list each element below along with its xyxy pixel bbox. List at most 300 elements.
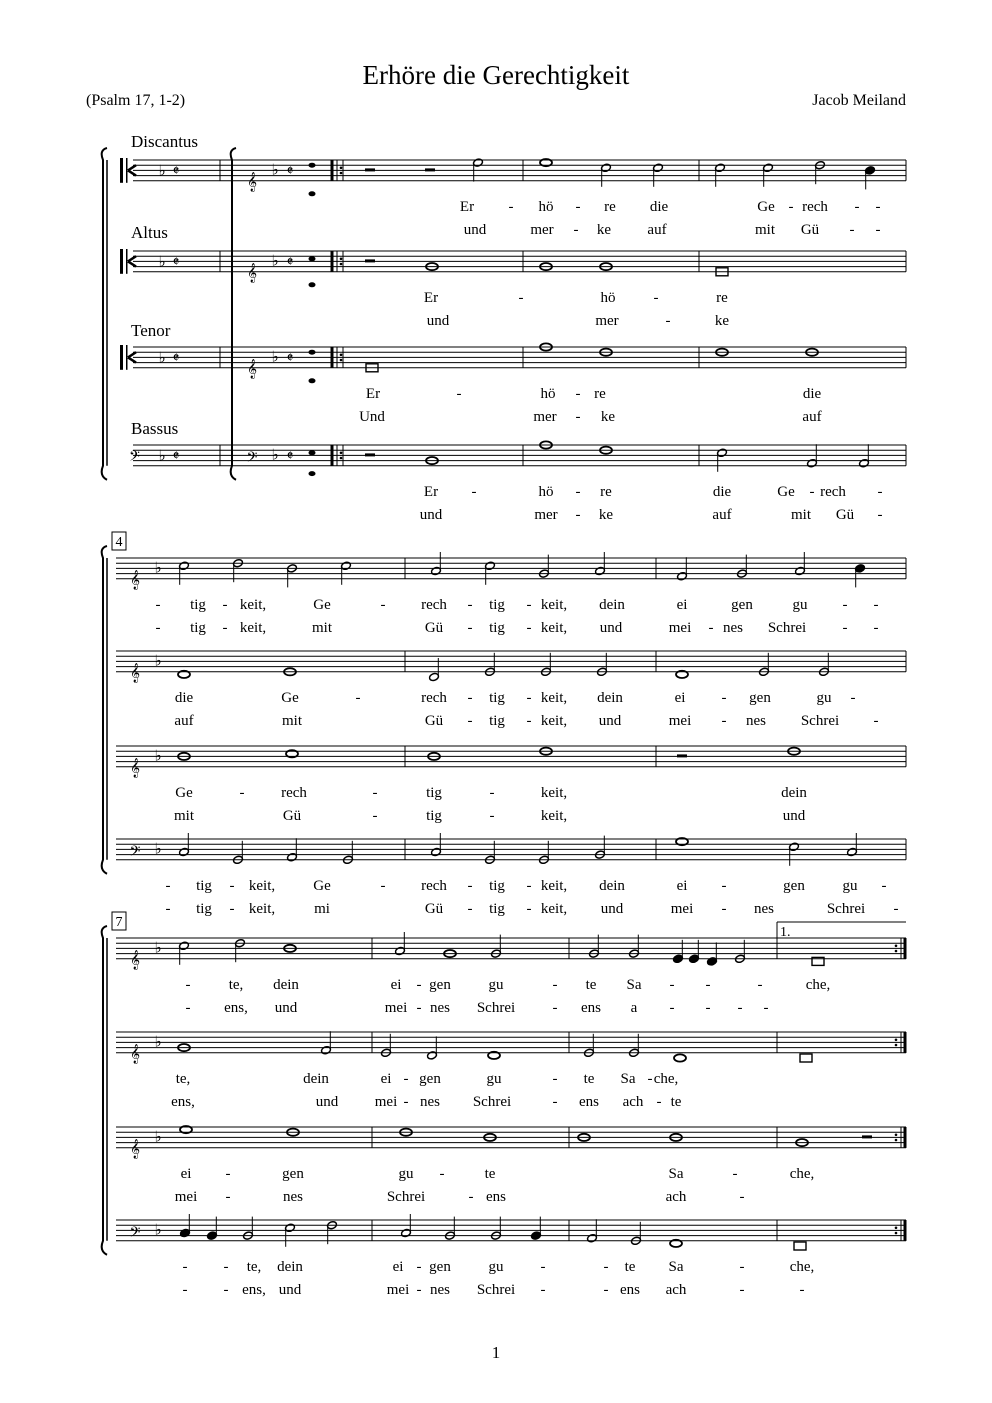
range-note: [309, 163, 316, 168]
lyric-syllable: Sa: [620, 1070, 636, 1087]
system-bracket: [102, 148, 107, 480]
note: [427, 1036, 438, 1060]
lyric-syllable: -: [526, 712, 532, 729]
note: [179, 941, 190, 965]
clefs-system-3: [112, 912, 162, 1244]
lyric-syllable: und: [426, 312, 450, 329]
lyric-syllable: te: [484, 1165, 496, 1182]
treble-clef-icon: 𝄞: [129, 1043, 141, 1063]
lyric-syllable: -: [721, 712, 727, 729]
lyric-syllable: che,: [789, 1258, 815, 1275]
lyrics-layer: [156, 199, 899, 1298]
lyric-syllable: -: [456, 385, 462, 402]
flat-icon: ♭: [154, 1034, 162, 1051]
lyric-syllable: -: [721, 689, 727, 706]
lyric-syllable: ke: [600, 408, 616, 425]
lyric-syllable: Gü: [835, 506, 855, 523]
repeat-dot: [895, 1044, 898, 1047]
cut-time-icon: 𝄵: [286, 163, 294, 180]
range-note: [309, 191, 316, 196]
lyric-syllable: tig: [190, 619, 206, 636]
lyric-syllable: te: [585, 976, 597, 993]
lyric-syllable: Schrei: [800, 712, 840, 729]
lyric-syllable: auf: [647, 221, 667, 238]
lyric-syllable: -: [185, 999, 191, 1016]
lyric-syllable: mit: [173, 807, 195, 824]
lyric-syllable: -: [222, 596, 228, 613]
lyric-syllable: mei: [668, 619, 692, 636]
staff-discantus: [116, 938, 906, 959]
note: [180, 1214, 191, 1238]
lyric-syllable: und: [274, 999, 298, 1016]
note: [717, 448, 728, 472]
lyric-syllable: -: [526, 900, 532, 917]
lyric-syllable: nes: [746, 712, 766, 729]
lyric-syllable: -: [842, 619, 848, 636]
repeat-dot: [340, 172, 343, 175]
lyric-syllable: -: [155, 596, 161, 613]
lyric-syllable: -: [225, 1188, 231, 1205]
note: [341, 561, 352, 585]
lyric-syllable: nes: [723, 619, 743, 636]
measure-number-text: 4: [115, 535, 123, 550]
lyric-syllable: gen: [429, 1258, 451, 1275]
incipit: [120, 132, 342, 480]
lyric-syllable: tig: [426, 807, 442, 824]
lyric-syllable: mer: [595, 312, 619, 329]
lyric-syllable: ens: [486, 1188, 506, 1205]
lyric-syllable: und: [315, 1093, 339, 1110]
lyric-syllable: dein: [277, 1258, 303, 1275]
lyric-syllable: Schrei: [476, 1281, 516, 1298]
flat-icon: ♭: [271, 349, 279, 366]
lyric-syllable: mit: [790, 506, 812, 523]
lyric-syllable: rech: [421, 596, 447, 613]
note: [795, 552, 806, 576]
lyric-syllable: -: [739, 1188, 745, 1205]
lyric-syllable: -: [705, 999, 711, 1016]
lyric-syllable: -: [439, 1165, 445, 1182]
c-clef-icon: [120, 158, 123, 183]
lyric-syllable: te,: [228, 976, 244, 993]
lyric-syllable: auf: [712, 506, 732, 523]
lyric-syllable: mei: [668, 712, 692, 729]
lyric-syllable: ei: [180, 1165, 192, 1182]
lyric-syllable: Gü: [424, 900, 444, 917]
note: [601, 163, 612, 187]
lyric-syllable: -: [165, 877, 171, 894]
lyric-syllable: rech: [820, 483, 846, 500]
note: [763, 163, 774, 187]
lyric-syllable: hö: [538, 483, 554, 500]
lyric-syllable: ei: [674, 689, 686, 706]
lyric-syllable: -: [799, 1281, 805, 1298]
subtitle: (Psalm 17, 1-2): [86, 92, 186, 109]
lyric-syllable: te: [670, 1093, 682, 1110]
rest-icon: [677, 754, 687, 757]
lyric-syllable: gu: [842, 877, 858, 894]
range-note: [309, 282, 316, 287]
cut-time-icon: 𝄵: [286, 350, 294, 367]
lyric-syllable: ke: [598, 506, 614, 523]
lyric-syllable: -: [526, 596, 532, 613]
rest-icon: [365, 453, 375, 456]
volta-label: 1.: [780, 925, 791, 940]
lyric-syllable: gen: [419, 1070, 441, 1087]
lyric-syllable: Schrei: [767, 619, 807, 636]
lyric-syllable: che,: [653, 1070, 679, 1087]
lyric-syllable: gen: [783, 877, 805, 894]
note: [800, 1054, 812, 1062]
cut-time-icon: 𝄵: [286, 448, 294, 465]
staff-tenor: [116, 1127, 906, 1148]
flat-icon: ♭: [154, 560, 162, 577]
lyric-syllable: hö: [538, 198, 554, 215]
lyric-syllable: -: [416, 976, 422, 993]
note: [595, 552, 606, 576]
staff-bassus: [116, 1220, 906, 1241]
lyric-syllable: -: [467, 877, 473, 894]
breve-note: [800, 1054, 812, 1062]
lyric-syllable: ach: [665, 1281, 687, 1298]
treble-clef-icon: 𝄞: [129, 949, 141, 969]
range-note: [309, 350, 316, 355]
system-3: [102, 926, 906, 1255]
lyric-syllable: -: [656, 1093, 662, 1110]
lyric-syllable: re: [604, 198, 616, 215]
lyric-syllable: keit,: [540, 877, 568, 894]
flat-icon: ♭: [271, 162, 279, 179]
lyric-syllable: -: [739, 1281, 745, 1298]
lyric-syllable: -: [222, 619, 228, 636]
lyric-syllable: -: [881, 877, 887, 894]
lyric-syllable: -: [526, 689, 532, 706]
lyrics-altus: [424, 290, 730, 329]
lyric-syllable: -: [403, 1093, 409, 1110]
note: [794, 1242, 806, 1250]
note: [587, 1219, 598, 1243]
cut-time-icon: 𝄵: [172, 254, 180, 271]
cut-time-icon: 𝄵: [286, 254, 294, 271]
lyric-syllable: tig: [190, 596, 206, 613]
lyric-syllable: -: [467, 689, 473, 706]
lyric-syllable: dein: [273, 976, 299, 993]
lyric-syllable: ens,: [171, 1093, 195, 1110]
repeat-dot: [340, 258, 343, 261]
lyric-syllable: auf: [802, 408, 822, 425]
measure-number: [112, 912, 126, 930]
lyric-syllable: -: [873, 619, 879, 636]
note: [707, 942, 718, 966]
lyric-syllable: -: [875, 221, 881, 238]
lyric-syllable: keit,: [239, 619, 267, 636]
lyric-syllable: mei: [174, 1188, 198, 1205]
lyric-syllable: -: [416, 999, 422, 1016]
composer-name: Jacob Meiland: [812, 92, 906, 109]
lyric-syllable: tig: [196, 877, 212, 894]
measure-number: [112, 532, 126, 550]
lyric-syllable: te,: [175, 1070, 191, 1087]
note: [653, 163, 664, 187]
repeat-dot: [895, 1139, 898, 1142]
range-note: [309, 378, 316, 383]
c-clef-icon: [120, 249, 123, 274]
lyric-syllable: ei: [676, 877, 688, 894]
lyric-syllable: -: [739, 1258, 745, 1275]
note: [321, 1031, 332, 1055]
lyric-syllable: Ge: [777, 483, 795, 500]
lyric-syllable: ei: [676, 596, 688, 613]
voice-label-tenor: Tenor: [131, 321, 171, 340]
lyric-syllable: -: [552, 999, 558, 1016]
repeat-dot: [895, 945, 898, 948]
lyric-syllable: te: [583, 1070, 595, 1087]
repeat-dot: [340, 354, 343, 357]
flat-icon: ♭: [158, 448, 166, 465]
lyric-syllable: Er: [365, 385, 381, 402]
voice-label-discantus: Discantus: [131, 132, 199, 151]
lyric-syllable: -: [873, 596, 879, 613]
lyric-syllable: tig: [489, 712, 505, 729]
repeat-dot: [895, 950, 898, 953]
lyric-syllable: -: [489, 784, 495, 801]
f-clef-icon: 𝄢: [129, 448, 140, 468]
lyric-syllable: Sa: [626, 976, 642, 993]
flat-icon: ♭: [154, 940, 162, 957]
c-clef-icon: [126, 345, 128, 370]
lyric-syllable: die: [712, 483, 732, 500]
lyric-syllable: tig: [489, 900, 505, 917]
flat-icon: ♭: [154, 748, 162, 765]
treble-clef-icon: 𝄞: [246, 171, 258, 191]
note: [807, 444, 818, 468]
lyric-syllable: -: [575, 483, 581, 500]
lyric-syllable: che,: [789, 1165, 815, 1182]
note: [287, 564, 298, 588]
lyric-syllable: gen: [749, 689, 771, 706]
note: [855, 564, 866, 588]
lyric-syllable: -: [416, 1258, 422, 1275]
lyrics-altus: [171, 1071, 682, 1110]
lyric-syllable: keit,: [540, 689, 568, 706]
c-clef-icon: [126, 249, 128, 274]
lyric-syllable: gu: [792, 596, 808, 613]
rest-icon: [862, 1135, 872, 1138]
lyric-syllable: Schrei: [386, 1188, 426, 1205]
bass-clef-icon: 𝄢: [129, 843, 141, 863]
c-clef-icon: [126, 158, 128, 183]
repeat-dot: [340, 452, 343, 455]
lyric-syllable: tig: [426, 784, 442, 801]
lyric-syllable: -: [372, 807, 378, 824]
lyric-syllable: -: [471, 483, 477, 500]
lyric-syllable: und: [599, 619, 623, 636]
staff-tenor: [116, 746, 906, 767]
lyric-syllable: rech: [421, 877, 447, 894]
note: [431, 552, 442, 576]
treble-clef-icon: 𝄞: [246, 358, 258, 378]
whole-note: [674, 1054, 686, 1061]
lyric-syllable: nes: [754, 900, 774, 917]
lyric-syllable: gu: [398, 1165, 414, 1182]
lyric-syllable: nes: [430, 1281, 450, 1298]
range-note: [309, 471, 316, 476]
staff-altus: [116, 1032, 906, 1053]
lyric-syllable: hö: [600, 289, 616, 306]
lyric-syllable: rech: [281, 784, 307, 801]
lyric-syllable: -: [705, 976, 711, 993]
lyric-syllable: -: [467, 619, 473, 636]
lyric-syllable: -: [849, 221, 855, 238]
lyric-syllable: -: [669, 976, 675, 993]
lyrics-tenor: [174, 785, 807, 824]
lyric-syllable: -: [809, 483, 815, 500]
lyric-syllable: -: [721, 877, 727, 894]
repeat-dot: [895, 1039, 898, 1042]
lyric-syllable: -: [603, 1281, 609, 1298]
bass-clef-icon: 𝄢: [246, 449, 258, 469]
lyric-syllable: nes: [283, 1188, 303, 1205]
lyric-syllable: gu: [486, 1070, 502, 1087]
lyric-syllable: -: [763, 999, 769, 1016]
flat-icon: ♭: [158, 163, 166, 180]
lyric-syllable: nes: [430, 999, 450, 1016]
lyric-syllable: a: [630, 999, 638, 1016]
lyric-syllable: gu: [816, 689, 832, 706]
flat-icon: ♭: [158, 254, 166, 271]
lyric-syllable: Schrei: [826, 900, 866, 917]
lyric-syllable: keit,: [540, 712, 568, 729]
lyric-syllable: -: [518, 289, 524, 306]
lyric-syllable: mit: [311, 619, 333, 636]
lyric-syllable: gen: [429, 976, 451, 993]
lyric-syllable: -: [893, 900, 899, 917]
lyric-syllable: keit,: [540, 596, 568, 613]
lyric-syllable: ens: [620, 1281, 640, 1298]
lyric-syllable: keit,: [540, 900, 568, 917]
flat-icon: ♭: [154, 841, 162, 858]
lyrics-tenor: [175, 1166, 815, 1205]
lyric-syllable: -: [669, 999, 675, 1016]
lyric-syllable: -: [575, 198, 581, 215]
lyric-syllable: und: [278, 1281, 302, 1298]
lyric-syllable: -: [575, 408, 581, 425]
lyric-syllable: keit,: [239, 596, 267, 613]
treble-clef-icon: 𝄞: [246, 262, 258, 282]
lyric-syllable: ei: [390, 976, 402, 993]
lyrics-tenor: [359, 386, 822, 425]
lyric-syllable: -: [229, 877, 235, 894]
lyric-syllable: rech: [802, 198, 828, 215]
treble-clef-icon: 𝄞: [129, 569, 141, 589]
lyric-syllable: mei: [384, 999, 408, 1016]
lyric-syllable: Gü: [800, 221, 820, 238]
lyric-syllable: keit,: [248, 900, 276, 917]
lyric-syllable: -: [552, 976, 558, 993]
lyric-syllable: -: [877, 506, 883, 523]
lyric-syllable: und: [600, 900, 624, 917]
lyric-syllable: -: [225, 1165, 231, 1182]
lyric-syllable: nes: [420, 1093, 440, 1110]
lyric-syllable: ens: [579, 1093, 599, 1110]
lyric-syllable: -: [185, 976, 191, 993]
lyric-syllable: -: [721, 900, 727, 917]
lyrics-bassus: [166, 878, 899, 917]
lyric-syllable: ei: [392, 1258, 404, 1275]
lyric-syllable: -: [380, 596, 386, 613]
note: [789, 842, 800, 866]
system-1: [102, 148, 906, 480]
range-note: [309, 256, 316, 261]
measure-number-text: 7: [115, 915, 123, 930]
system-2: [102, 546, 906, 874]
repeat-dot: [895, 1232, 898, 1235]
lyric-syllable: -: [552, 1070, 558, 1087]
lyric-syllable: te: [624, 1258, 636, 1275]
lyric-syllable: Er: [423, 483, 439, 500]
lyric-syllable: dein: [303, 1070, 329, 1087]
lyric-syllable: ach: [665, 1188, 687, 1205]
lyric-syllable: -: [788, 198, 794, 215]
page-title: Erhöre die Gerechtigkeit: [362, 60, 630, 90]
lyric-syllable: dein: [781, 784, 807, 801]
rest-icon: [365, 168, 375, 171]
lyric-syllable: -: [603, 1258, 609, 1275]
lyric-syllable: tig: [489, 596, 505, 613]
lyric-syllable: Und: [359, 408, 385, 425]
lyric-syllable: -: [540, 1258, 546, 1275]
lyric-syllable: tig: [489, 619, 505, 636]
note: [859, 444, 870, 468]
lyric-syllable: Schrei: [476, 999, 516, 1016]
lyric-syllable: -: [380, 877, 386, 894]
lyric-syllable: -: [875, 198, 881, 215]
note: [473, 158, 484, 182]
lyric-syllable: ke: [714, 312, 730, 329]
note: [847, 833, 858, 857]
lyric-syllable: Gü: [424, 619, 444, 636]
lyric-syllable: che,: [805, 976, 831, 993]
voice-label-bassus: Bassus: [131, 419, 179, 438]
lyric-syllable: -: [355, 689, 361, 706]
lyric-syllable: Ge: [281, 689, 299, 706]
lyric-syllable: auf: [174, 712, 194, 729]
lyric-syllable: re: [594, 385, 606, 402]
lyric-syllable: -: [877, 483, 883, 500]
lyric-syllable: -: [165, 900, 171, 917]
rest-icon: [425, 168, 435, 171]
note: [285, 1223, 296, 1247]
flat-icon: ♭: [154, 1129, 162, 1146]
lyric-syllable: keit,: [540, 619, 568, 636]
lyric-syllable: -: [182, 1281, 188, 1298]
lyric-syllable: -: [647, 1070, 653, 1087]
lyrics-discantus: [186, 977, 831, 1016]
lyric-syllable: mer: [533, 408, 557, 425]
lyric-syllable: mei: [386, 1281, 410, 1298]
note: [179, 833, 190, 857]
lyric-syllable: -: [239, 784, 245, 801]
lyric-syllable: ens: [581, 999, 601, 1016]
lyric-syllable: mit: [281, 712, 303, 729]
repeat-dot: [340, 263, 343, 266]
repeat-dot: [340, 359, 343, 362]
note: [179, 561, 190, 585]
rest-icon: [365, 259, 375, 262]
lyric-syllable: -: [854, 198, 860, 215]
lyric-syllable: -: [155, 619, 161, 636]
note: [715, 163, 726, 187]
